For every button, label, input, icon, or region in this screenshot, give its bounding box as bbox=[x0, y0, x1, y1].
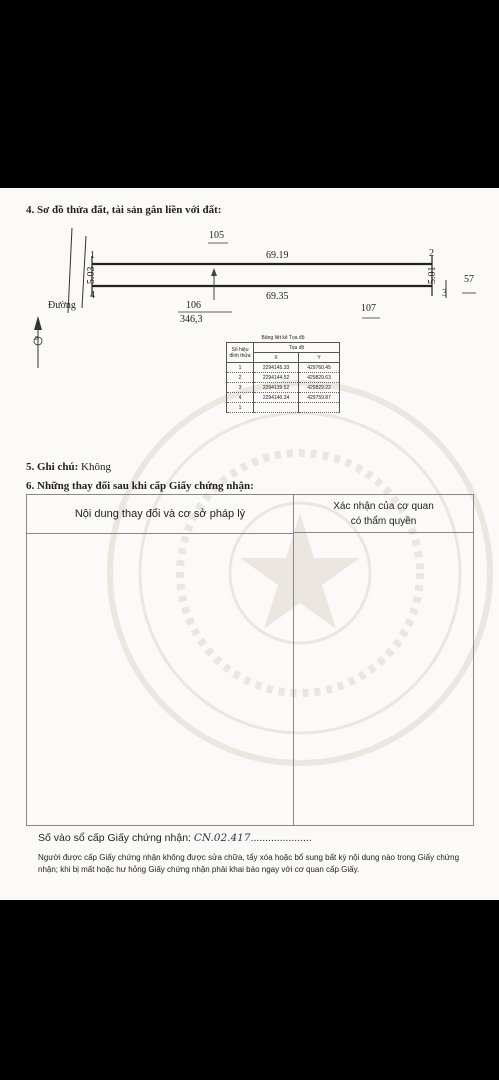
table-row: 3 2294139.52 429829.22 bbox=[227, 383, 340, 393]
col-coord-header: Tọa độ bbox=[254, 343, 340, 353]
section4-title: 4. Sơ đồ thửa đất, tài sản gắn liền với đất: bbox=[26, 204, 222, 216]
changes-col-right-header bbox=[294, 495, 473, 533]
changes-col-left-header: Nội dung thay đổi và cơ sở pháp lý bbox=[27, 495, 294, 534]
changes-col-right-line2: có thẩm quyền bbox=[350, 516, 417, 527]
north-symbol-label: B bbox=[35, 336, 40, 342]
road-label: Đường bbox=[48, 300, 76, 311]
table-row: 1 2294145.33 429760.45 bbox=[227, 363, 340, 373]
corner-1-label: 1 bbox=[90, 250, 95, 261]
certificate-page bbox=[0, 188, 499, 900]
corner-3-label: 3 bbox=[442, 288, 447, 299]
corner-4-label: 4 bbox=[90, 290, 95, 301]
footer-note: Người được cấp Giấy chứng nhận không được sửa chữa, tẩy xóa hoặc bổ sung bất kỳ nội dung nào trong Giấy chứng nhận; khi bị mất hoặc hư hỏng Giấy chứng nhận phải khai báo ngay với cơ quan cấp Giấy. bbox=[38, 853, 460, 874]
section5-value: Không bbox=[81, 461, 111, 473]
corner-2-label: 2 bbox=[429, 248, 434, 259]
col-x-header: X bbox=[254, 353, 299, 363]
changes-table bbox=[26, 494, 474, 826]
col-point-header: Số hiệu đỉnh thửa bbox=[227, 343, 254, 363]
table-row: 1 bbox=[227, 403, 340, 413]
section5-note bbox=[26, 461, 111, 473]
section5-label: 5. Ghi chú: bbox=[26, 461, 79, 473]
neighbor-bottom-label: 106 bbox=[186, 300, 201, 311]
table-row: 4 2294140.34 429759.87 bbox=[227, 393, 340, 403]
changes-col-right-line1: Xác nhận của cơ quan bbox=[333, 501, 434, 512]
coord-table-caption: Bảng liệt kê Tọa độ bbox=[261, 335, 305, 341]
area-label: 346,3 bbox=[180, 314, 203, 325]
north-arrow-icon bbox=[34, 316, 42, 330]
neighbor-bottom-right-label: 107 bbox=[361, 303, 376, 314]
col-y-header: Y bbox=[299, 353, 340, 363]
right-width-label: 5.01 bbox=[427, 266, 438, 284]
changes-column-divider bbox=[293, 533, 294, 825]
top-length-label: 69.19 bbox=[266, 250, 289, 261]
section6-title: 6. Những thay đổi sau khi cấp Giấy chứng nhận: bbox=[26, 480, 254, 492]
table-row: 2 2294144.52 429829.63 bbox=[227, 373, 340, 383]
register-label: Số vào sổ cấp Giấy chứng nhận: bbox=[38, 832, 191, 844]
neighbor-top-label: 105 bbox=[209, 230, 224, 241]
left-width-label: 5.03 bbox=[86, 266, 97, 284]
register-value: CN.02.417 bbox=[193, 832, 251, 844]
coord-table bbox=[226, 342, 340, 413]
register-number-line: Số vào sổ cấp Giấy chứng nhận: CN.02.417..................... bbox=[38, 832, 312, 844]
neighbor-right-label: 57 bbox=[464, 274, 474, 285]
bottom-length-label: 69.35 bbox=[266, 291, 289, 302]
